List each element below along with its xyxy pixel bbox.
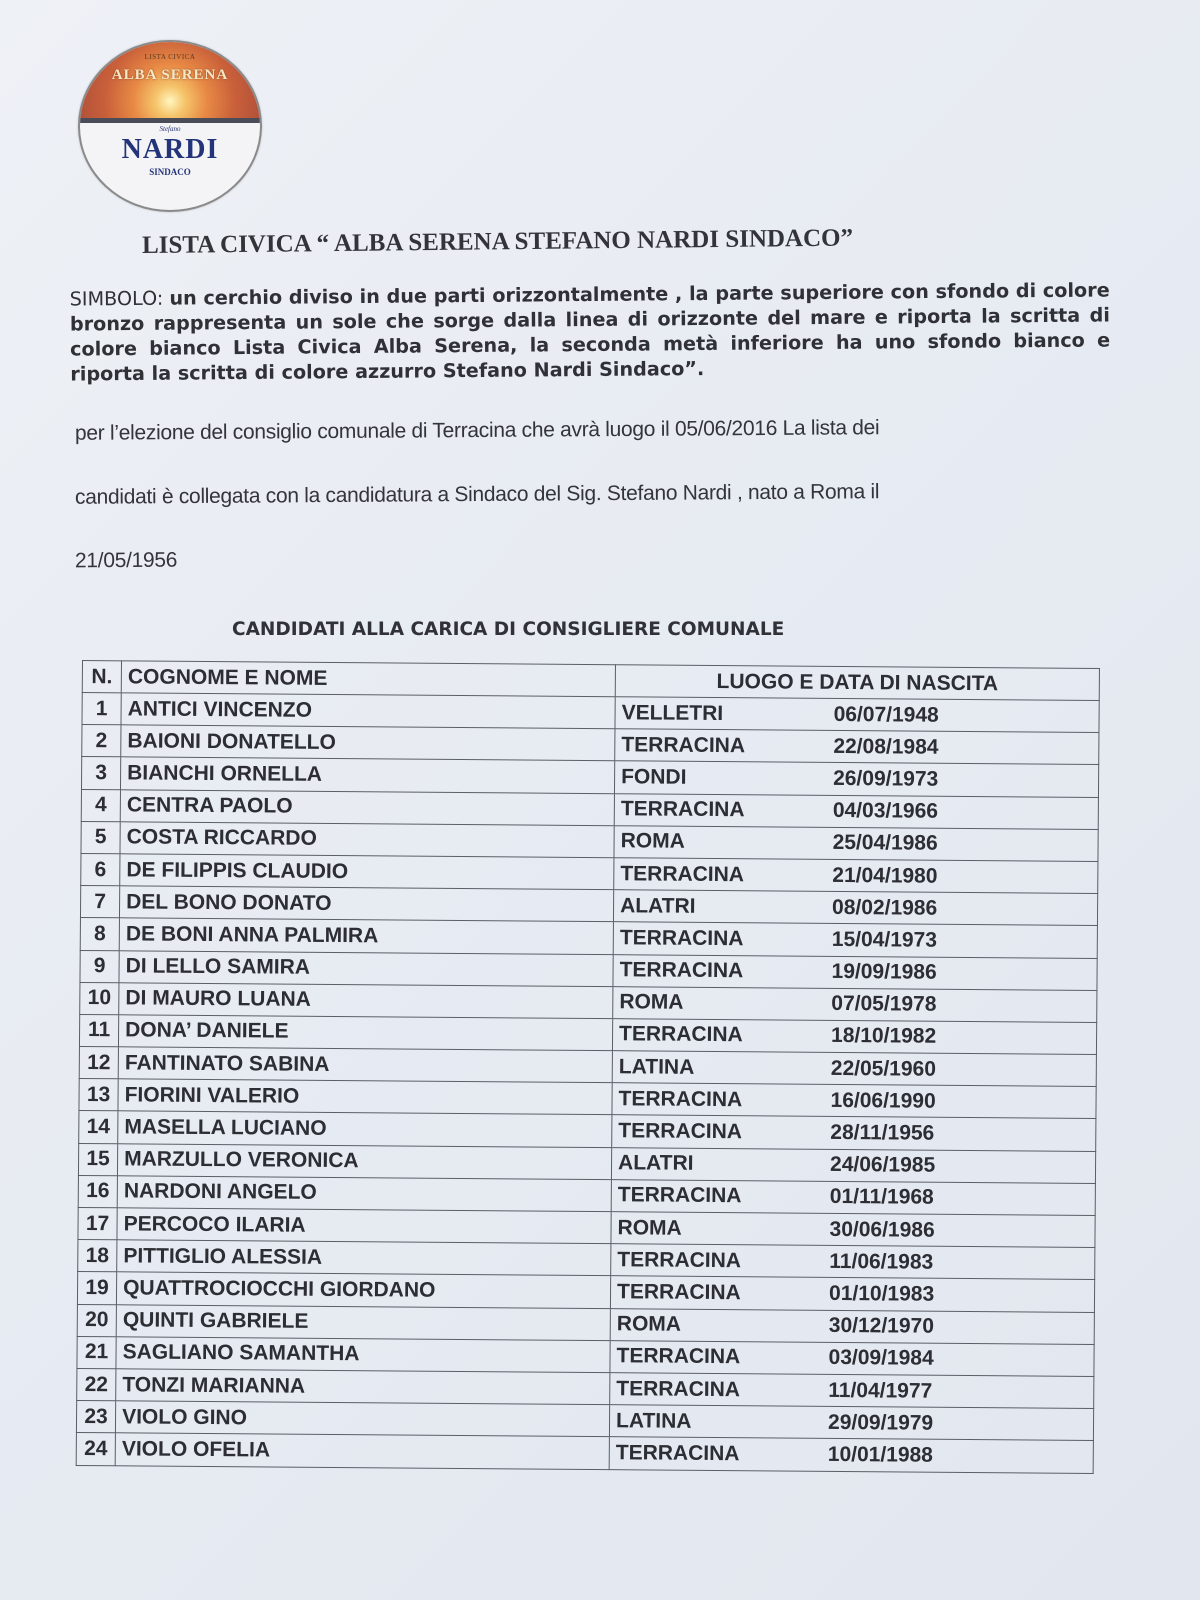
candidate-name: NARDONI ANGELO	[117, 1176, 611, 1212]
birth-date: 03/09/1984	[828, 1346, 934, 1371]
birth-place: TERRACINA	[618, 1087, 743, 1112]
candidate-name: DEL BONO DONATO	[120, 886, 614, 922]
candidate-number: 6	[81, 853, 120, 885]
candidate-birth	[610, 1340, 1094, 1376]
candidate-number: 10	[80, 982, 119, 1014]
candidate-name: FIORINI VALERIO	[118, 1079, 612, 1115]
birth-place: TERRACINA	[619, 958, 744, 983]
header-number: N.	[82, 661, 121, 693]
logo-horizon-line	[80, 118, 260, 123]
candidate-name: MARZULLO VERONICA	[118, 1143, 612, 1179]
birth-date: 11/06/1983	[829, 1249, 934, 1274]
birth-place: TERRACINA	[620, 861, 745, 886]
candidate-name: DONA’ DANIELE	[119, 1015, 613, 1051]
birth-date: 19/09/1986	[831, 959, 937, 984]
birth-place: ROMA	[617, 1215, 682, 1240]
table-row	[76, 1433, 1093, 1473]
candidate-number: 19	[77, 1272, 116, 1304]
birth-place: ROMA	[616, 1312, 682, 1336]
birth-date: 30/12/1970	[828, 1314, 935, 1338]
candidates-table	[76, 660, 1100, 1473]
candidate-number: 12	[79, 1047, 118, 1079]
birth-date: 28/11/1956	[830, 1120, 935, 1145]
candidate-name: QUINTI GABRIELE	[116, 1304, 610, 1340]
candidate-number: 18	[78, 1240, 117, 1272]
election-paragraph-line-1: per l’elezione del consiglio comunale di Terracina che avrà luogo il 05/06/2016 La lista dei	[74, 416, 880, 445]
birth-date: 21/04/1980	[832, 863, 938, 888]
candidates-heading: CANDIDATI ALLA CARICA DI CONSIGLIERE COMUNALE	[232, 619, 785, 640]
candidate-number: 16	[78, 1175, 117, 1207]
header-name: COGNOME E NOME	[121, 661, 615, 697]
candidate-birth	[614, 825, 1098, 861]
birth-place: TERRACINA	[619, 1022, 743, 1047]
birth-place: LATINA	[615, 1408, 692, 1433]
candidate-birth	[610, 1276, 1094, 1312]
candidate-name: DE BONI ANNA PALMIRA	[119, 918, 613, 954]
birth-date: 26/09/1973	[833, 766, 939, 791]
candidate-name: QUATTROCIOCCHI GIORDANO	[117, 1272, 611, 1308]
logo-stefano: Stefano	[159, 125, 181, 133]
candidate-number: 4	[81, 789, 120, 821]
birth-place: TERRACINA	[620, 797, 745, 822]
candidate-name: BIANCHI ORNELLA	[121, 757, 615, 793]
candidate-number: 23	[76, 1401, 115, 1433]
birth-place: TERRACINA	[616, 1280, 741, 1305]
candidate-birth	[612, 1115, 1096, 1151]
birth-date: 22/05/1960	[830, 1056, 937, 1081]
birth-place: ROMA	[620, 829, 685, 854]
birth-date: 29/09/1979	[827, 1410, 934, 1435]
header-birth: LUOGO E DATA DI NASCITA	[615, 665, 1099, 701]
symbol-label: SIMBOLO:	[69, 286, 170, 311]
candidate-birth	[611, 1179, 1095, 1215]
candidate-number: 3	[81, 757, 120, 789]
candidate-number: 22	[77, 1368, 116, 1400]
birth-place: VELLETRI	[621, 700, 724, 725]
birth-place: TERRACINA	[616, 1344, 741, 1369]
birth-place: LATINA	[618, 1054, 695, 1079]
candidate-birth	[612, 1019, 1096, 1055]
candidate-birth	[614, 793, 1098, 829]
candidate-number: 21	[77, 1336, 116, 1368]
logo-lower-text	[80, 124, 260, 204]
candidate-number: 24	[76, 1433, 115, 1465]
birth-place: ROMA	[619, 990, 684, 1015]
birth-date: 06/07/1948	[833, 702, 939, 727]
candidate-birth	[612, 1083, 1096, 1119]
candidate-birth	[613, 986, 1097, 1022]
logo-sindaco: SINDACO	[149, 167, 191, 177]
candidates-table-wrapper	[76, 660, 1102, 1473]
birth-date: 24/06/1985	[830, 1153, 936, 1177]
birth-place: TERRACINA	[617, 1183, 742, 1208]
election-paragraph-line-3: 21/05/1956	[74, 548, 178, 573]
birth-date: 11/04/1977	[828, 1378, 933, 1403]
logo-lista-civica: LISTA CIVICA	[144, 53, 196, 61]
candidate-name: TONZI MARIANNA	[116, 1369, 610, 1405]
candidate-number: 1	[82, 693, 121, 725]
candidate-birth	[610, 1373, 1094, 1409]
candidate-birth	[613, 922, 1097, 958]
symbol-text: un cerchio diviso in due parti orizzontalmente , la parte superiore con sfondo di colore bronzo rappresenta un sole che sorge dalla linea di orizzonte del mare e riporta la scritta di colore bianco Lista Civica Alba Serena, la seconda metà inferiore ha uno sfondo bianco e riporta la scritta di colore azzurro Stefano Nardi Sindaco”.	[69, 278, 1111, 386]
candidate-number: 9	[80, 950, 119, 982]
candidate-number: 7	[80, 886, 119, 918]
candidate-name: COSTA RICCARDO	[120, 822, 614, 858]
birth-date: 18/10/1982	[831, 1024, 937, 1049]
candidate-birth	[613, 954, 1097, 990]
candidate-name: VIOLO OFELIA	[115, 1433, 609, 1469]
candidate-birth	[615, 761, 1099, 797]
logo-upper-text	[80, 52, 260, 114]
birth-place: TERRACINA	[615, 1441, 740, 1466]
birth-date: 15/04/1973	[831, 927, 938, 952]
birth-date: 22/08/1984	[833, 734, 939, 759]
candidate-number: 11	[79, 1014, 118, 1046]
candidate-number: 15	[78, 1143, 117, 1175]
candidate-name: ANTICI VINCENZO	[121, 693, 615, 729]
election-paragraph-line-2: candidati è collegata con la candidatura a Sindaco del Sig. Stefano Nardi , nato a Roma il	[74, 480, 880, 509]
document-title: LISTA CIVICA “ ALBA SERENA STEFANO NARDI SINDACO”	[141, 224, 854, 260]
candidate-birth	[609, 1405, 1093, 1441]
candidate-name: CENTRA PAOLO	[120, 789, 614, 825]
candidate-birth	[613, 890, 1097, 926]
candidate-birth	[611, 1244, 1095, 1280]
candidate-birth	[610, 1308, 1094, 1344]
candidate-number: 5	[81, 821, 120, 853]
candidate-birth	[611, 1212, 1095, 1248]
birth-date: 16/06/1990	[830, 1088, 936, 1113]
candidate-name: PITTIGLIO ALESSIA	[117, 1240, 611, 1276]
logo-nardi: NARDI	[121, 134, 219, 165]
candidate-birth	[612, 1051, 1096, 1087]
candidate-birth	[615, 697, 1099, 733]
candidate-birth	[609, 1437, 1093, 1473]
candidate-number: 8	[80, 918, 119, 950]
candidate-number: 14	[79, 1111, 118, 1143]
candidate-number: 17	[78, 1207, 117, 1239]
candidate-name: VIOLO GINO	[115, 1401, 609, 1437]
birth-date: 07/05/1978	[831, 992, 937, 1017]
birth-date: 08/02/1986	[832, 895, 938, 920]
birth-place: FONDI	[621, 765, 687, 789]
candidate-name: PERCOCO ILARIA	[117, 1208, 611, 1244]
candidate-number: 13	[79, 1079, 118, 1111]
candidate-number: 2	[82, 725, 121, 757]
birth-date: 25/04/1986	[832, 831, 938, 856]
table-body	[76, 693, 1099, 1473]
candidate-number: 20	[77, 1304, 116, 1336]
birth-place: TERRACINA	[618, 1119, 743, 1144]
candidate-name: DE FILIPPIS CLAUDIO	[120, 854, 614, 890]
birth-place: TERRACINA	[621, 733, 746, 757]
birth-date: 10/01/1988	[827, 1442, 934, 1467]
birth-date: 01/10/1983	[828, 1281, 935, 1306]
candidate-birth	[615, 729, 1099, 765]
candidate-name: BAIONI DONATELLO	[121, 725, 615, 761]
birth-place: TERRACINA	[619, 926, 744, 951]
candidate-name: DI MAURO LUANA	[119, 982, 613, 1018]
symbol-description	[70, 277, 1111, 386]
birth-date: 01/11/1968	[829, 1185, 934, 1210]
candidate-name: FANTINATO SABINA	[118, 1047, 612, 1083]
birth-place: TERRACINA	[616, 1376, 741, 1401]
candidate-name: MASELLA LUCIANO	[118, 1111, 612, 1147]
candidate-birth	[614, 858, 1098, 894]
candidate-name: DI LELLO SAMIRA	[119, 950, 613, 986]
birth-place: TERRACINA	[617, 1248, 742, 1272]
birth-date: 04/03/1966	[832, 799, 939, 823]
birth-place: ALATRI	[620, 893, 696, 918]
birth-place: ALATRI	[618, 1151, 694, 1176]
party-logo	[78, 40, 262, 212]
logo-alba-serena: ALBA SERENA	[111, 67, 229, 83]
birth-date: 30/06/1986	[829, 1217, 935, 1242]
candidate-birth	[611, 1147, 1095, 1183]
candidate-name: SAGLIANO SAMANTHA	[116, 1337, 610, 1373]
